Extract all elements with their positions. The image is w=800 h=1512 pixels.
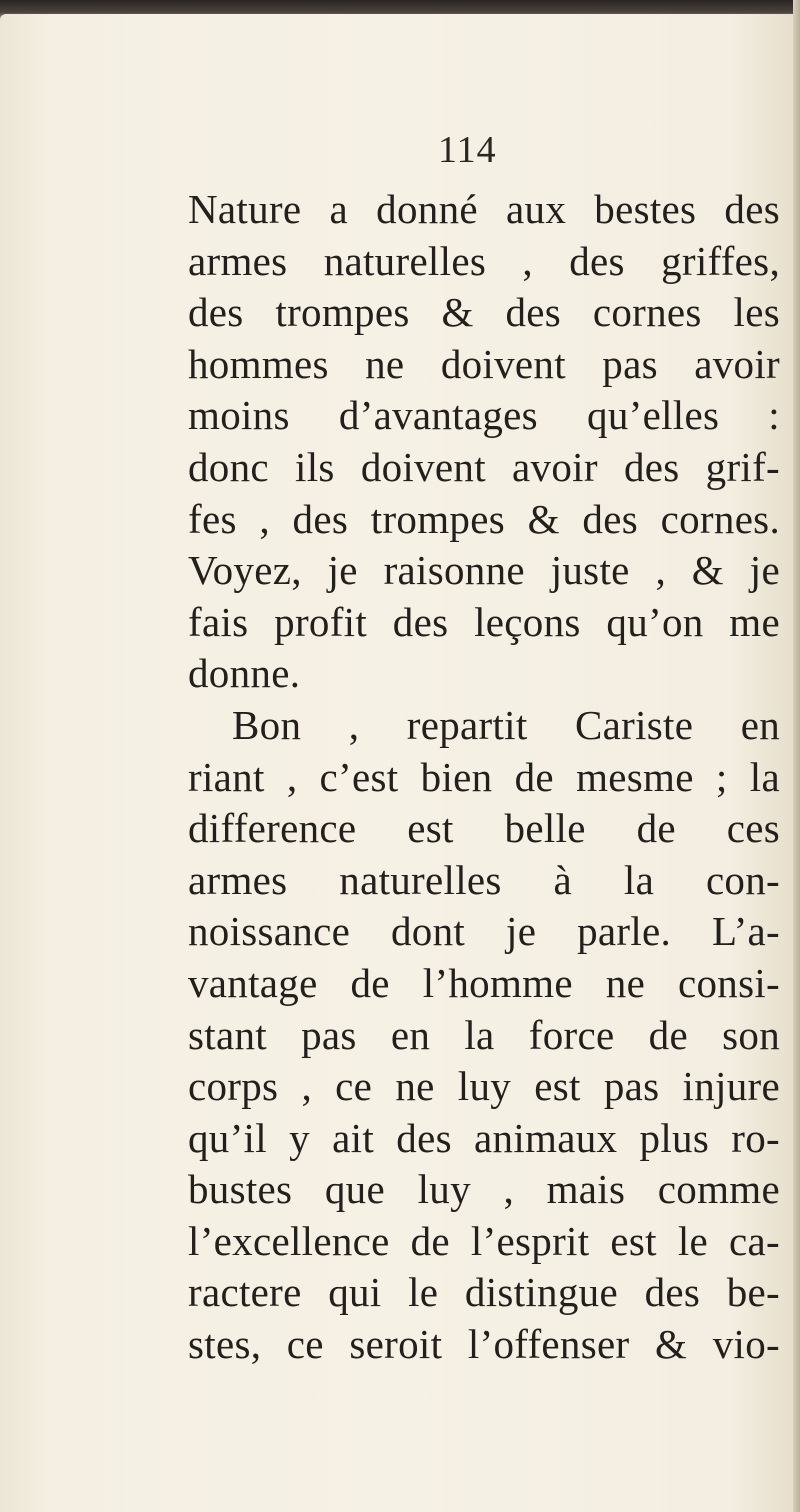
text-line: Nature a donné aux bestes des bbox=[188, 186, 780, 232]
text-line: des trompes & des cornes les bbox=[188, 289, 780, 336]
text-line: Bon , repartit Cariste en bbox=[232, 701, 780, 748]
text-line: hommes ne doivent pas avoir bbox=[188, 340, 780, 387]
text-line: moins d’avantages qu’elles : bbox=[188, 392, 780, 439]
text-line: corps , ce ne luy est pas injure bbox=[188, 1063, 780, 1110]
text-line: vantage de l’homme ne consi- bbox=[188, 959, 780, 1006]
page-number: 114 bbox=[438, 129, 497, 171]
text-line: fais profit des leçons qu’on me bbox=[188, 598, 780, 645]
text-line: noissance dont je parle. L’a- bbox=[188, 908, 780, 955]
text-line: stes, ce seroit l’offenser & vio- bbox=[188, 1321, 780, 1368]
text-line: stant pas en la force de son bbox=[188, 1011, 780, 1058]
body-text bbox=[188, 184, 780, 1371]
text-line: armes naturelles à la con- bbox=[188, 856, 780, 903]
text-line: ractere qui le distingue des be- bbox=[188, 1269, 780, 1316]
text-line: qu’il y ait des animaux plus ro- bbox=[188, 1114, 780, 1161]
text-line: riant , c’est bien de mesme ; la bbox=[188, 753, 780, 800]
text-line: armes naturelles , des griffes, bbox=[188, 237, 780, 284]
text-line: fes , des trompes & des cornes. bbox=[188, 495, 780, 542]
text-line: Voyez, je raisonne juste , & je bbox=[188, 547, 780, 594]
text-line: difference est belle de ces bbox=[188, 805, 780, 852]
text-line: l’excellence de l’esprit est le ca- bbox=[188, 1217, 780, 1264]
page-right-edge bbox=[793, 0, 800, 1512]
text-line: donc ils doivent avoir des grif- bbox=[188, 443, 780, 490]
text-line: bustes que luy , mais comme bbox=[188, 1166, 780, 1213]
text-line: donne. bbox=[188, 650, 301, 697]
